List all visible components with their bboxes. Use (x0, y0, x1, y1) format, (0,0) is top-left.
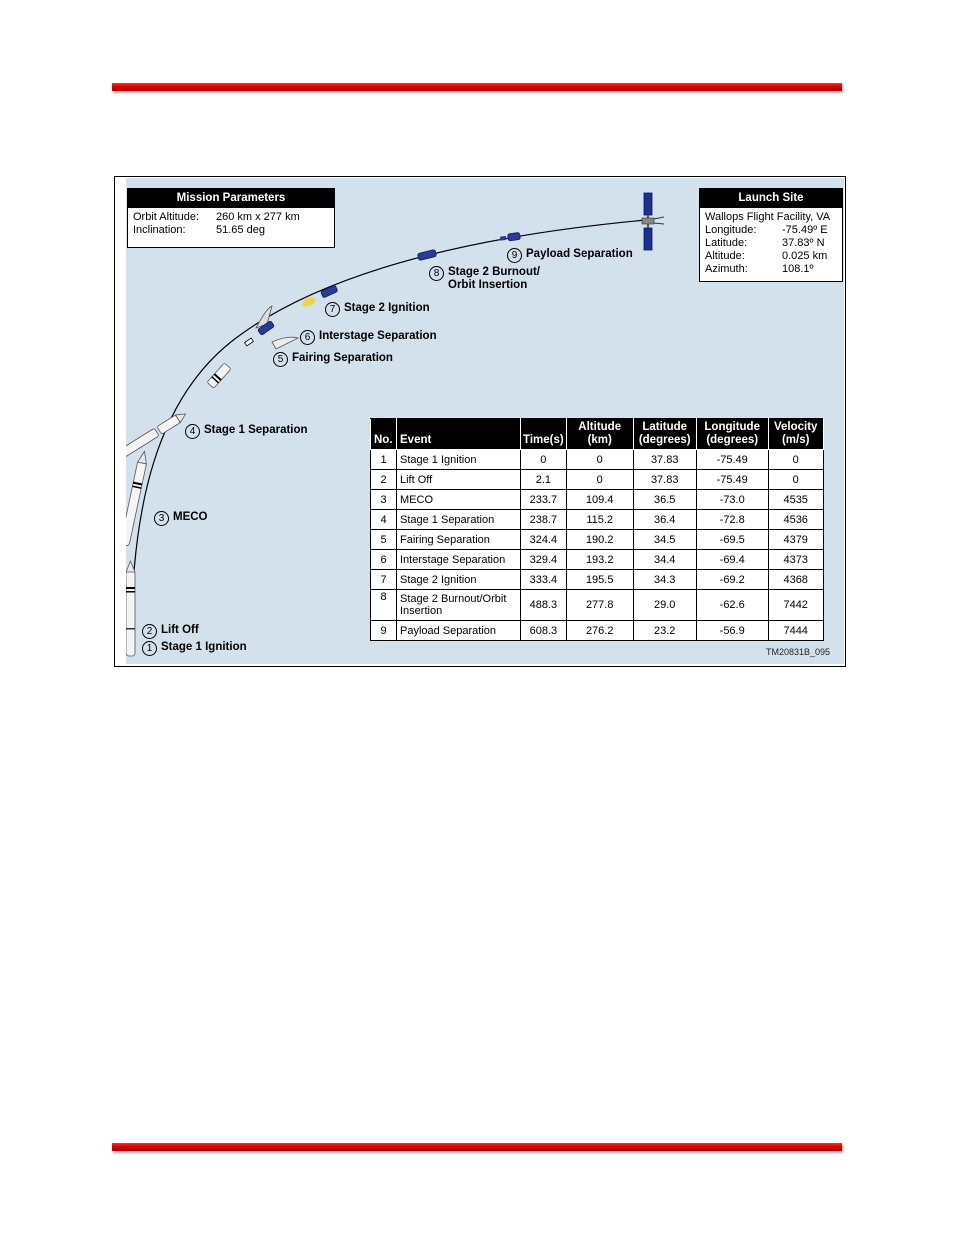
rocket-liftoff-icon (126, 561, 135, 656)
site-altitude-value: 0.025 km (782, 250, 828, 262)
longitude-value: -75.49º E (782, 224, 828, 236)
col-header-altitude: Altitude (km) (566, 419, 633, 450)
col-header-longitude: Longitude (degrees) (696, 419, 768, 450)
table-row: 6 Interstage Separation 329.4 193.2 34.4 -69.4 4373 (371, 550, 824, 570)
table-header-row (371, 419, 824, 450)
trajectory-label-payload-separation: 9 Payload Separation (507, 248, 633, 263)
footer-rule (112, 1143, 842, 1151)
azimuth-label: Azimuth: (705, 263, 748, 275)
longitude-label: Longitude: (705, 224, 757, 236)
satellite-icon (642, 193, 664, 250)
launch-site-box (699, 188, 843, 282)
table-row: 8 Stage 2 Burnout/Orbit Insertion 488.3 277.8 29.0 -62.6 7442 (371, 590, 824, 621)
launch-trajectory-figure (114, 176, 846, 667)
latitude-value: 37.83º N (782, 237, 825, 249)
payload-separation-icon (500, 232, 521, 242)
table-row: 1 Stage 1 Ignition 0 0 37.83 -75.49 0 (371, 450, 824, 470)
flight-events-table (370, 418, 824, 641)
figure-id: TM20831B_095 (765, 647, 830, 657)
col-header-time: Time(s) (521, 419, 567, 450)
mission-parameters-box (127, 188, 335, 248)
event-number-badge: 1 (142, 641, 157, 656)
table-row: 2 Lift Off 2.1 0 37.83 -75.49 0 (371, 470, 824, 490)
orbit-altitude-value: 260 km x 277 km (216, 211, 300, 223)
table-row: 9 Payload Separation 608.3 276.2 23.2 -56.9 7444 (371, 621, 824, 641)
trajectory-panel (126, 178, 844, 664)
trajectory-label-lift-off: 2 Lift Off (142, 624, 199, 639)
event-number-badge: 7 (325, 302, 340, 317)
trajectory-label-interstage-separation: 6 Interstage Separation (300, 330, 437, 345)
trajectory-label-stage1-ignition: 1 Stage 1 Ignition (142, 641, 247, 656)
table-row: 4 Stage 1 Separation 238.7 115.2 36.4 -72.8 4536 (371, 510, 824, 530)
col-header-latitude: Latitude (degrees) (633, 419, 696, 450)
stage1-separation-icon (126, 410, 188, 462)
table-row: 7 Stage 2 Ignition 333.4 195.5 34.3 -69.2 4368 (371, 570, 824, 590)
orbit-altitude-label: Orbit Altitude: (133, 211, 200, 223)
event-number-badge: 3 (154, 511, 169, 526)
event-number-badge: 2 (142, 624, 157, 639)
stage2-burnout-icon (417, 249, 436, 260)
launch-facility: Wallops Flight Facility, VA (705, 211, 831, 223)
table-row: 3 MECO 233.7 109.4 36.5 -73.0 4535 (371, 490, 824, 510)
event-number-badge: 4 (185, 424, 200, 439)
event-number-badge: 8 (429, 266, 444, 281)
latitude-label: Latitude: (705, 237, 748, 249)
upper-stage-icon (207, 363, 231, 388)
azimuth-value: 108.1º (782, 263, 814, 275)
launch-site-title: Launch Site (700, 189, 842, 208)
inclination-value: 51.65 deg (216, 224, 265, 236)
trajectory-label-stage2-burnout: 8 Stage 2 Burnout/ Orbit Insertion (429, 266, 540, 292)
event-number-badge: 9 (507, 248, 522, 263)
trajectory-label-stage1-separation: 4 Stage 1 Separation (185, 424, 308, 439)
col-header-event: Event (397, 419, 521, 450)
trajectory-label-stage2-ignition: 7 Stage 2 Ignition (325, 302, 430, 317)
trajectory-label-fairing-separation: 5 Fairing Separation (273, 352, 393, 367)
header-rule (112, 83, 842, 91)
trajectory-label-meco: 3 MECO (154, 511, 208, 526)
rocket-meco-icon (126, 450, 149, 546)
event-number-badge: 5 (273, 352, 288, 367)
site-altitude-label: Altitude: (705, 250, 745, 262)
table-row: 5 Fairing Separation 324.4 190.2 34.5 -69.5 4379 (371, 530, 824, 550)
col-header-velocity: Velocity (m/s) (768, 419, 823, 450)
inclination-label: Inclination: (133, 224, 186, 236)
event-number-badge: 6 (300, 330, 315, 345)
mission-parameters-title: Mission Parameters (128, 189, 334, 208)
col-header-no: No. (371, 419, 397, 450)
